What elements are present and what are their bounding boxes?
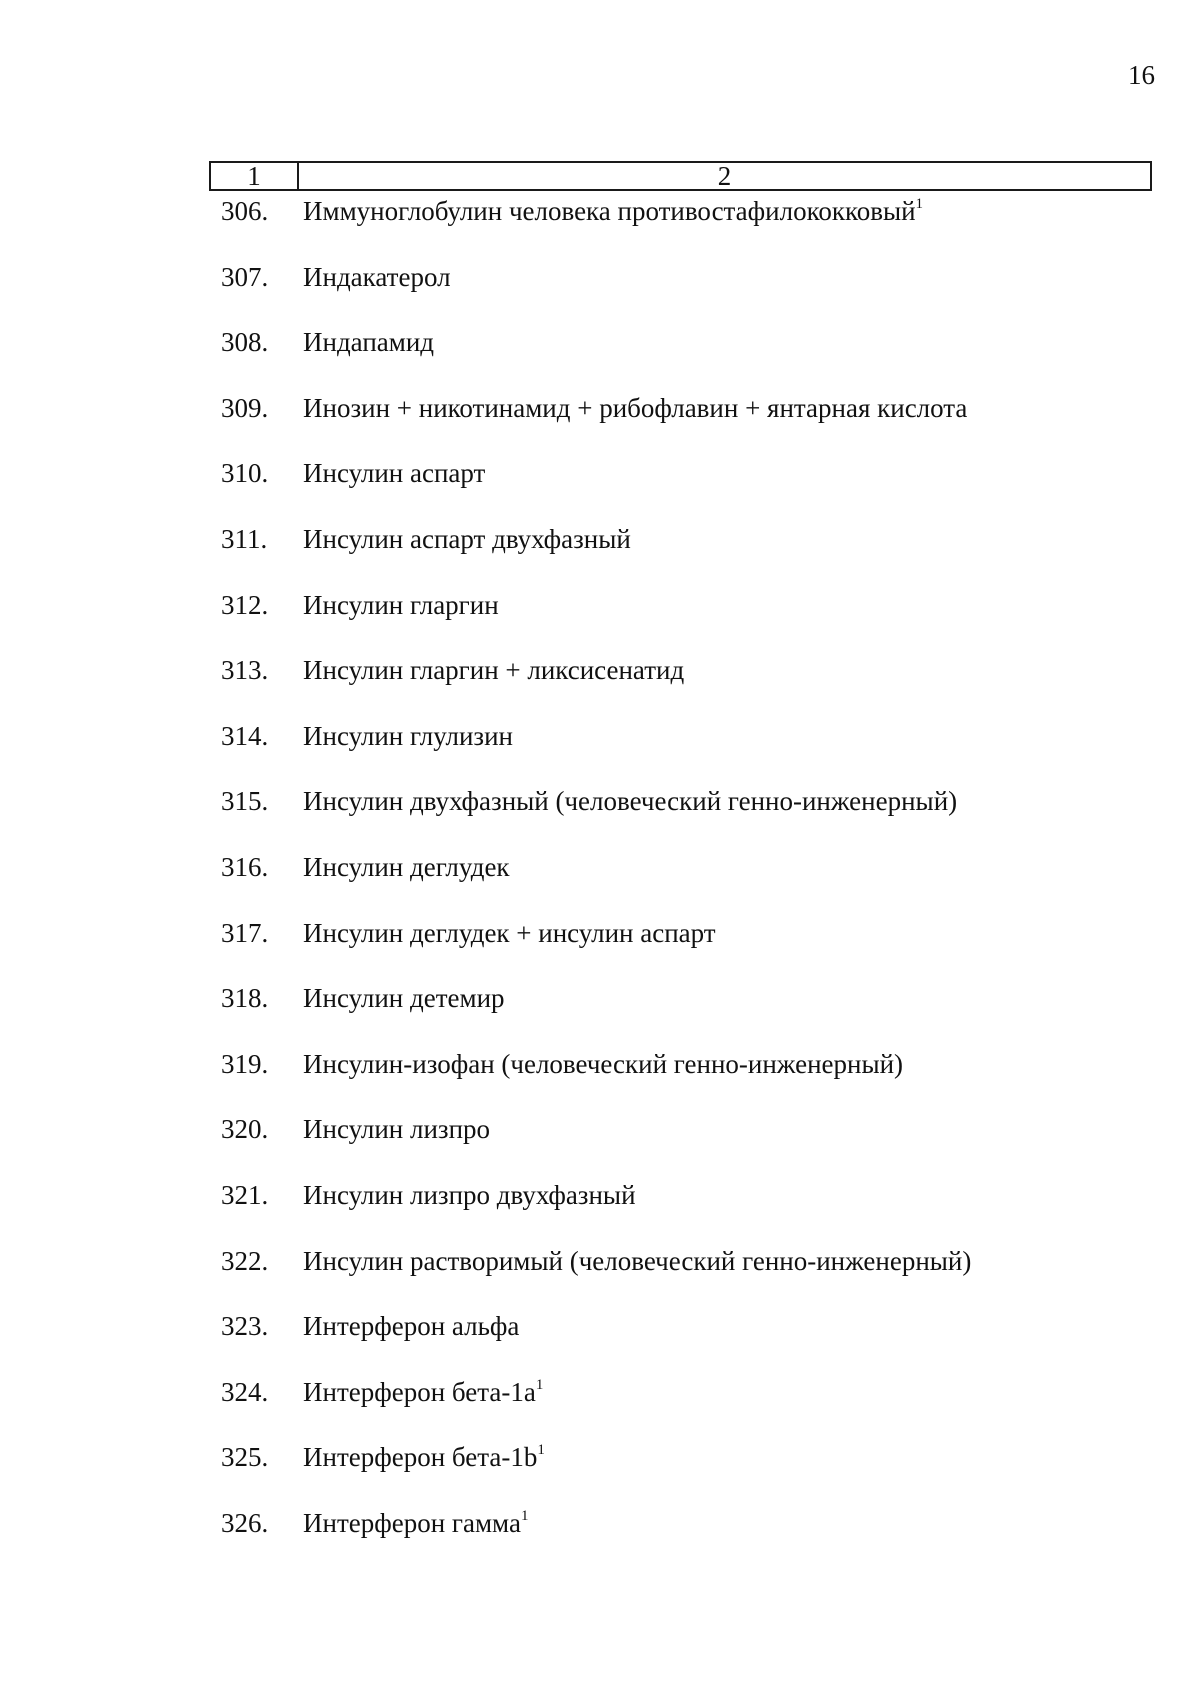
- entry-name-cell: [303, 257, 451, 297]
- entry-name-cell: [303, 1372, 543, 1412]
- entry-number: 322.: [221, 1245, 269, 1276]
- entry-name-cell: [303, 1109, 490, 1149]
- list-item: [0, 519, 1200, 559]
- footnote-marker: 1: [535, 1376, 544, 1393]
- entry-name: Инсулин глулизин: [303, 720, 513, 751]
- entry-name: Иммуноглобулин человека противостафилококковый: [303, 196, 916, 226]
- entry-name: Инсулин двухфазный (человеческий генно-инженерный): [303, 786, 958, 817]
- list-item: [0, 1109, 1200, 1149]
- entry-name: Интерферон бета-1b: [303, 1442, 538, 1473]
- entry-name: Инозин + никотинамид + рибофлавин + янтарная кислота: [303, 392, 968, 423]
- entry-name: Интерферон гамма: [303, 1508, 521, 1538]
- list-item: [0, 1306, 1200, 1346]
- entry-number: 306.: [221, 196, 269, 226]
- footnote-marker: 1: [537, 1442, 545, 1459]
- list-item: [0, 1503, 1200, 1543]
- footnote-marker: 1: [520, 1508, 529, 1524]
- entry-number: 321.: [221, 1180, 269, 1210]
- list-item: [0, 1175, 1200, 1215]
- entry-name: Инсулин гларгин + ликсисенатид: [303, 655, 685, 686]
- entry-number: 324.: [221, 1376, 269, 1407]
- list-item: [0, 913, 1200, 953]
- entry-name-cell: [303, 322, 434, 362]
- entry-name-cell: [303, 847, 510, 887]
- entry-name-cell: [303, 650, 684, 690]
- entry-name: Индакатерол: [303, 261, 451, 292]
- entry-number: 319.: [221, 1048, 269, 1079]
- entry-number: 312.: [221, 589, 269, 620]
- entry-name-cell: [303, 913, 716, 953]
- entry-name: Интерферон альфа: [303, 1311, 520, 1342]
- entry-name-cell: [303, 978, 505, 1018]
- entry-number: 314.: [221, 720, 269, 751]
- column-header-1: 1: [211, 163, 299, 189]
- entry-number: 317.: [221, 917, 269, 948]
- entry-name: Инсулин деглудек: [303, 852, 510, 882]
- page-number: 16: [1128, 60, 1155, 90]
- entry-name: Инсулин растворимый (человеческий генно-инженерный): [303, 1245, 972, 1276]
- entry-name: Инсулин-изофан (человеческий генно-инженерный): [303, 1048, 904, 1079]
- list-item: [0, 847, 1200, 887]
- entry-name: Индапамид: [303, 327, 435, 358]
- list-item: [0, 322, 1200, 362]
- entry-number: 313.: [221, 655, 269, 686]
- footnote-marker: 1: [915, 196, 924, 212]
- entry-name: Инсулин лизпро двухфазный: [303, 1180, 636, 1210]
- entry-name: Инсулин аспарт двухфазный: [303, 524, 631, 554]
- list-item: [0, 781, 1200, 821]
- entry-number: 320.: [221, 1114, 269, 1145]
- entry-number: 310.: [221, 458, 269, 489]
- entry-name-cell: [303, 519, 631, 559]
- entry-name-cell: [303, 1503, 528, 1543]
- entry-number: 315.: [221, 786, 269, 817]
- list-item: [0, 1372, 1200, 1412]
- entry-name: Инсулин детемир: [303, 983, 505, 1014]
- list-item: [0, 978, 1200, 1018]
- list-item: [0, 1437, 1200, 1477]
- list-item: [0, 191, 1200, 231]
- entry-number: 311.: [221, 524, 268, 554]
- entry-number: 316.: [221, 852, 269, 882]
- list-item: [0, 388, 1200, 428]
- entry-number: 307.: [221, 261, 269, 292]
- entry-name-cell: [303, 453, 485, 493]
- entry-name-cell: [303, 1437, 545, 1477]
- entry-name: Инсулин деглудек + инсулин аспарт: [303, 917, 716, 948]
- list-item: [0, 1241, 1200, 1281]
- entry-number: 318.: [221, 983, 269, 1014]
- list-item: [0, 453, 1200, 493]
- entry-name: Интерферон бета-1а: [303, 1376, 536, 1407]
- entry-name-cell: [303, 781, 957, 821]
- entry-name-cell: [303, 1241, 971, 1281]
- list-item: [0, 650, 1200, 690]
- entry-number: 309.: [221, 392, 269, 423]
- entry-number: 308.: [221, 327, 269, 358]
- list-item: [0, 1044, 1200, 1084]
- list-item: [0, 716, 1200, 756]
- list-item: [0, 257, 1200, 297]
- entry-name: Инсулин гларгин: [303, 589, 499, 620]
- entry-name-cell: [303, 388, 967, 428]
- entry-name-cell: [303, 716, 513, 756]
- entry-name-cell: [303, 1175, 636, 1215]
- column-header-2: 2: [717, 161, 732, 191]
- entry-name: Инсулин аспарт: [303, 458, 486, 489]
- entry-name-cell: [303, 585, 499, 625]
- list-item: [0, 585, 1200, 625]
- entry-name-cell: [303, 1044, 903, 1084]
- entry-name-cell: [303, 191, 923, 231]
- entry-number: 323.: [221, 1311, 269, 1342]
- entry-number: 326.: [221, 1508, 269, 1538]
- entry-number: 325.: [221, 1442, 269, 1473]
- entry-name-cell: [303, 1306, 519, 1346]
- entry-name: Инсулин лизпро: [303, 1114, 491, 1145]
